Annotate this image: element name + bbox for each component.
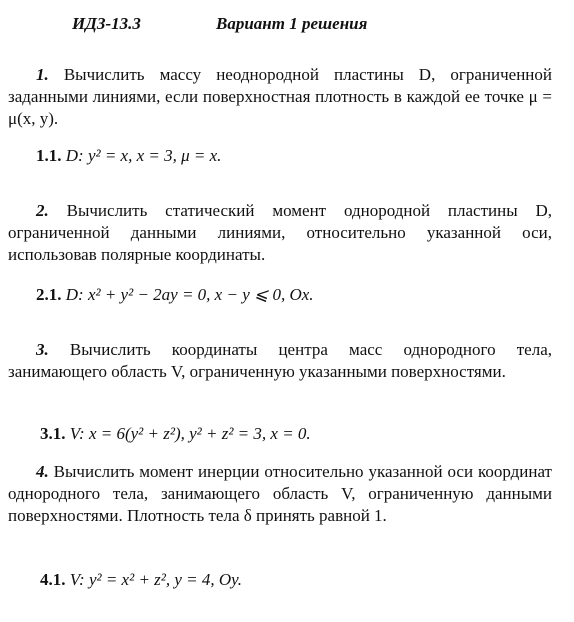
problem-3-statement [8, 339, 552, 383]
problem-3-number: 3. [36, 340, 49, 359]
problem-4-statement [8, 461, 552, 527]
document-header [72, 14, 368, 34]
problem-1-number: 1. [36, 65, 49, 84]
problem-1-item-number: 1.1. [36, 146, 62, 165]
problem-2-text: Вычислить статический момент однородной пластины D, ограниченной данными линиями, относительно указанной оси, использовав полярные координаты. [8, 201, 553, 264]
problem-2-item [36, 285, 314, 305]
problem-2-formula: D: x² + y² − 2ay = 0, x − y ⩽ 0, Ox. [65, 285, 314, 304]
problem-4-number: 4. [36, 462, 49, 481]
problem-2-number: 2. [36, 201, 49, 220]
problem-4-formula: V: y² = x² + z², y = 4, Oy. [69, 570, 243, 589]
problem-3-item-number: 3.1. [40, 424, 66, 443]
problem-1-text: Вычислить массу неоднородной пластины D, ограниченной заданными линиями, если поверхностная плотность в каждой ее точке μ = μ(x, y). [8, 65, 552, 128]
document-title: ИДЗ-13.3 [72, 14, 141, 33]
problem-1-formula: D: y² = x, x = 3, μ = x. [65, 146, 222, 165]
problem-4-item-number: 4.1. [40, 570, 66, 589]
problem-3-text: Вычислить координаты центра масс однородного тела, занимающего область V, ограниченную указанными поверхностями. [8, 340, 552, 381]
problem-2-item-number: 2.1. [36, 285, 62, 304]
problem-1-statement [8, 64, 552, 130]
problem-4-text: Вычислить момент инерции относительно указанной оси координат однородного тела, занимающего область V, ограниченную данными поверхностями. Плотность тела δ принять равной 1. [8, 462, 552, 525]
problem-2-statement [8, 200, 552, 266]
problem-1-item [36, 146, 221, 166]
problem-4-item [40, 570, 242, 590]
problem-3-item [40, 424, 311, 444]
problem-3-formula: V: x = 6(y² + z²), y² + z² = 3, x = 0. [69, 424, 311, 443]
variant-label: Вариант 1 решения [216, 14, 368, 33]
